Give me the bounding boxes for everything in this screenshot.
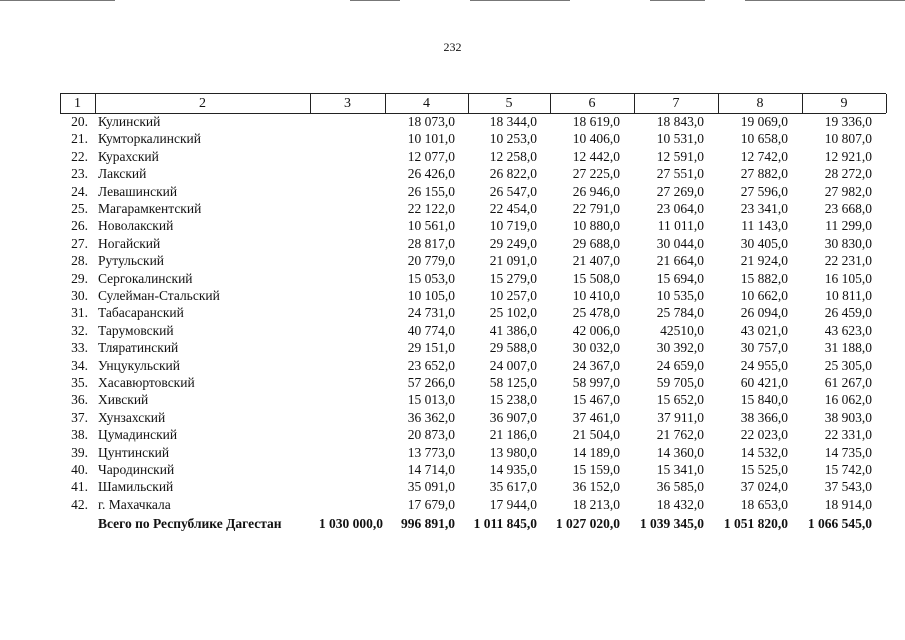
value-cell-col-8: 14 532,0 bbox=[740, 444, 788, 460]
scan-edge-line bbox=[650, 0, 705, 1]
value-cell-col-5: 22 454,0 bbox=[489, 201, 537, 216]
table-row bbox=[0, 287, 905, 304]
value-cell-col-9: 22 331,0 bbox=[824, 427, 872, 443]
row-number: 21. bbox=[71, 131, 88, 147]
district-name: Цунтинский bbox=[98, 444, 170, 460]
table-row bbox=[0, 113, 905, 130]
value-cell-col-6: 21 407,0 bbox=[572, 253, 620, 269]
table-row bbox=[0, 357, 905, 374]
value-cell-col-9: 37 543,0 bbox=[824, 479, 872, 495]
value-cell-col-8: 27 882,0 bbox=[740, 166, 788, 182]
value-cell-col-8: 1 051 820,0 bbox=[723, 516, 788, 532]
column-header-1: 1 bbox=[74, 96, 81, 111]
value-cell-col-8: 60 421,0 bbox=[740, 375, 788, 390]
value-cell-col-6: 24 367,0 bbox=[572, 357, 620, 373]
value-cell-col-7: 21 664,0 bbox=[656, 253, 704, 269]
value-cell-col-5: 10 257,0 bbox=[489, 288, 537, 303]
value-cell-col-9: 43 623,0 bbox=[824, 322, 872, 338]
value-cell-col-6: 58 997,0 bbox=[572, 375, 620, 390]
value-cell-col-9: 31 188,0 bbox=[824, 340, 872, 356]
value-cell-col-7: 15 694,0 bbox=[656, 270, 704, 286]
value-cell-col-4: 26 426,0 bbox=[407, 166, 455, 182]
scan-edge-line bbox=[470, 0, 570, 1]
table-row bbox=[0, 339, 905, 356]
row-number: 32. bbox=[71, 322, 88, 338]
value-cell-col-5: 17 944,0 bbox=[489, 496, 537, 512]
value-cell-col-6: 29 688,0 bbox=[572, 235, 620, 251]
value-cell-col-4: 10 561,0 bbox=[407, 218, 455, 234]
value-cell-col-7: 42510,0 bbox=[660, 322, 704, 338]
district-name: Сергокалинский bbox=[98, 270, 193, 286]
value-cell-col-4: 10 101,0 bbox=[407, 131, 455, 147]
value-cell-col-7: 18 432,0 bbox=[656, 496, 704, 512]
value-cell-col-5: 24 007,0 bbox=[489, 357, 537, 373]
district-name: Чародинский bbox=[98, 462, 175, 477]
value-cell-col-7: 18 843,0 bbox=[656, 114, 704, 129]
row-number: 35. bbox=[71, 375, 88, 390]
value-cell-col-5: 35 617,0 bbox=[489, 479, 537, 495]
row-number: 39. bbox=[71, 444, 88, 460]
value-cell-col-8: 11 143,0 bbox=[741, 218, 788, 234]
column-header-3: 3 bbox=[344, 96, 351, 111]
value-cell-col-8: 10 658,0 bbox=[740, 131, 788, 147]
row-number: 29. bbox=[71, 270, 88, 286]
value-cell-col-4: 40 774,0 bbox=[407, 322, 455, 338]
value-cell-col-8: 18 653,0 bbox=[740, 496, 788, 512]
table-row bbox=[0, 374, 905, 391]
value-cell-col-9: 61 267,0 bbox=[824, 375, 872, 390]
value-cell-col-7: 30 044,0 bbox=[656, 235, 704, 251]
value-cell-col-7: 25 784,0 bbox=[656, 305, 704, 321]
value-cell-col-4: 14 714,0 bbox=[407, 462, 455, 477]
value-cell-col-5: 25 102,0 bbox=[489, 305, 537, 321]
value-cell-col-6: 30 032,0 bbox=[572, 340, 620, 356]
value-cell-col-6: 1 027 020,0 bbox=[555, 516, 620, 532]
district-name: Магарамкентский bbox=[98, 201, 202, 216]
value-cell-col-9: 12 921,0 bbox=[824, 148, 872, 164]
value-cell-col-9: 11 299,0 bbox=[825, 218, 872, 234]
value-cell-col-8: 26 094,0 bbox=[740, 305, 788, 321]
table-row bbox=[0, 252, 905, 269]
value-cell-col-7: 24 659,0 bbox=[656, 357, 704, 373]
value-cell-col-7: 14 360,0 bbox=[656, 444, 704, 460]
column-header-2: 2 bbox=[199, 96, 206, 111]
value-cell-col-6: 18 213,0 bbox=[572, 496, 620, 512]
value-cell-col-7: 30 392,0 bbox=[656, 340, 704, 356]
value-cell-col-4: 10 105,0 bbox=[407, 288, 455, 303]
value-cell-col-5: 13 980,0 bbox=[489, 444, 537, 460]
value-cell-col-7: 1 039 345,0 bbox=[639, 516, 704, 532]
row-number: 42. bbox=[71, 496, 88, 512]
value-cell-col-8: 12 742,0 bbox=[740, 148, 788, 164]
value-cell-col-5: 41 386,0 bbox=[489, 322, 537, 338]
value-cell-col-9: 1 066 545,0 bbox=[807, 516, 872, 532]
value-cell-col-8: 15 525,0 bbox=[740, 462, 788, 477]
value-cell-col-4: 15 053,0 bbox=[407, 270, 455, 286]
table-row bbox=[0, 444, 905, 461]
district-name: Тляратинский bbox=[98, 340, 179, 356]
value-cell-col-7: 10 531,0 bbox=[656, 131, 704, 147]
value-cell-col-5: 29 588,0 bbox=[489, 340, 537, 356]
district-name: Хивский bbox=[98, 392, 149, 408]
value-cell-col-4: 15 013,0 bbox=[407, 392, 455, 408]
value-cell-col-8: 10 662,0 bbox=[740, 288, 788, 303]
value-cell-col-4: 18 073,0 bbox=[407, 114, 455, 129]
value-cell-col-5: 15 238,0 bbox=[489, 392, 537, 408]
value-cell-col-8: 23 341,0 bbox=[740, 201, 788, 216]
table-row bbox=[0, 409, 905, 426]
value-cell-col-9: 28 272,0 bbox=[824, 166, 872, 182]
value-cell-col-4: 13 773,0 bbox=[407, 444, 455, 460]
header-column-divider bbox=[886, 94, 887, 113]
district-name: Сулейман-Стальский bbox=[98, 288, 220, 303]
row-number: 31. bbox=[71, 305, 88, 321]
value-cell-col-8: 22 023,0 bbox=[740, 427, 788, 443]
value-cell-col-5: 26 547,0 bbox=[489, 183, 537, 199]
district-name: Ногайский bbox=[98, 235, 161, 251]
value-cell-col-9: 18 914,0 bbox=[824, 496, 872, 512]
value-cell-col-6: 25 478,0 bbox=[572, 305, 620, 321]
table-row bbox=[0, 391, 905, 408]
district-name: Тарумовский bbox=[98, 322, 174, 338]
total-row bbox=[0, 515, 905, 532]
row-number: 20. bbox=[71, 114, 88, 129]
value-cell-col-7: 15 652,0 bbox=[656, 392, 704, 408]
value-cell-col-9: 22 231,0 bbox=[824, 253, 872, 269]
row-number: 25. bbox=[71, 201, 88, 216]
table-row bbox=[0, 148, 905, 165]
table-row bbox=[0, 426, 905, 443]
row-number: 24. bbox=[71, 183, 88, 199]
scan-edge-line bbox=[0, 0, 115, 1]
table-row bbox=[0, 304, 905, 321]
value-cell-col-8: 43 021,0 bbox=[740, 322, 788, 338]
row-number: 23. bbox=[71, 166, 88, 182]
district-name: Шамильский bbox=[98, 479, 174, 495]
value-cell-col-5: 18 344,0 bbox=[489, 114, 537, 129]
value-cell-col-6: 15 467,0 bbox=[572, 392, 620, 408]
district-name: Кумторкалинский bbox=[98, 131, 201, 147]
value-cell-col-6: 27 225,0 bbox=[572, 166, 620, 182]
value-cell-col-9: 10 807,0 bbox=[824, 131, 872, 147]
scan-edge-line bbox=[745, 0, 905, 1]
value-cell-col-4: 28 817,0 bbox=[407, 235, 455, 251]
row-number: 34. bbox=[71, 357, 88, 373]
table-row bbox=[0, 322, 905, 339]
district-name: Цумадинский bbox=[98, 427, 178, 443]
value-cell-col-6: 37 461,0 bbox=[572, 409, 620, 425]
total-col-3: 1 030 000,0 bbox=[318, 516, 383, 532]
row-number: 26. bbox=[71, 218, 88, 234]
value-cell-col-5: 26 822,0 bbox=[489, 166, 537, 182]
scan-edge-line bbox=[350, 0, 400, 1]
row-number: 37. bbox=[71, 409, 88, 425]
value-cell-col-4: 29 151,0 bbox=[407, 340, 455, 356]
value-cell-col-7: 12 591,0 bbox=[656, 148, 704, 164]
value-cell-col-6: 42 006,0 bbox=[572, 322, 620, 338]
value-cell-col-6: 21 504,0 bbox=[572, 427, 620, 443]
value-cell-col-7: 11 011,0 bbox=[657, 218, 704, 234]
value-cell-col-7: 27 551,0 bbox=[656, 166, 704, 182]
value-cell-col-7: 10 535,0 bbox=[656, 288, 704, 303]
value-cell-col-8: 37 024,0 bbox=[740, 479, 788, 495]
value-cell-col-4: 57 266,0 bbox=[407, 375, 455, 390]
value-cell-col-8: 15 840,0 bbox=[740, 392, 788, 408]
column-header-6: 6 bbox=[588, 96, 596, 111]
value-cell-col-5: 36 907,0 bbox=[489, 409, 537, 425]
value-cell-col-7: 21 762,0 bbox=[656, 427, 704, 443]
district-name: Хасавюртовский bbox=[98, 375, 195, 390]
table-row bbox=[0, 200, 905, 217]
value-cell-col-7: 37 911,0 bbox=[657, 409, 704, 425]
value-cell-col-4: 23 652,0 bbox=[407, 357, 455, 373]
value-cell-col-8: 27 596,0 bbox=[740, 183, 788, 199]
value-cell-col-5: 15 279,0 bbox=[489, 270, 537, 286]
value-cell-col-5: 58 125,0 bbox=[489, 375, 537, 390]
value-cell-col-6: 12 442,0 bbox=[572, 148, 620, 164]
value-cell-col-7: 36 585,0 bbox=[656, 479, 704, 495]
table-row bbox=[0, 270, 905, 287]
value-cell-col-6: 26 946,0 bbox=[572, 183, 620, 199]
value-cell-col-9: 15 742,0 bbox=[824, 462, 872, 477]
value-cell-col-4: 24 731,0 bbox=[407, 305, 455, 321]
value-cell-col-8: 30 757,0 bbox=[740, 340, 788, 356]
value-cell-col-8: 24 955,0 bbox=[740, 357, 788, 373]
value-cell-col-4: 20 873,0 bbox=[407, 427, 455, 443]
value-cell-col-5: 29 249,0 bbox=[489, 235, 537, 251]
row-number: 36. bbox=[71, 392, 88, 408]
value-cell-col-5: 14 935,0 bbox=[489, 462, 537, 477]
column-header-7: 7 bbox=[672, 96, 680, 111]
total-label: Всего по Республике Дагестан bbox=[98, 516, 282, 532]
value-cell-col-5: 21 186,0 bbox=[489, 427, 537, 443]
value-cell-col-6: 10 410,0 bbox=[572, 288, 620, 303]
value-cell-col-9: 38 903,0 bbox=[824, 409, 872, 425]
value-cell-col-6: 15 508,0 bbox=[572, 270, 620, 286]
district-name: Рутульский bbox=[98, 253, 165, 269]
value-cell-col-6: 14 189,0 bbox=[572, 444, 620, 460]
value-cell-col-4: 22 122,0 bbox=[407, 201, 455, 216]
table-row bbox=[0, 165, 905, 182]
value-cell-col-9: 14 735,0 bbox=[824, 444, 872, 460]
table-row bbox=[0, 461, 905, 478]
district-name: Хунзахский bbox=[98, 409, 166, 425]
value-cell-col-9: 25 305,0 bbox=[824, 357, 872, 373]
table-row bbox=[0, 235, 905, 252]
district-name: Кулинский bbox=[98, 114, 161, 129]
value-cell-col-8: 30 405,0 bbox=[740, 235, 788, 251]
value-cell-col-5: 10 719,0 bbox=[489, 218, 537, 234]
district-name: Лакский bbox=[98, 166, 147, 182]
table-row bbox=[0, 217, 905, 234]
table-row bbox=[0, 478, 905, 495]
column-header-9: 9 bbox=[840, 96, 848, 111]
row-number: 40. bbox=[71, 462, 88, 477]
district-name: Новолакский bbox=[98, 218, 174, 234]
table-row bbox=[0, 496, 905, 513]
column-header-5: 5 bbox=[505, 96, 513, 111]
value-cell-col-4: 36 362,0 bbox=[407, 409, 455, 425]
row-number: 38. bbox=[71, 427, 88, 443]
value-cell-col-7: 59 705,0 bbox=[656, 375, 704, 390]
district-name: Курахский bbox=[98, 148, 159, 164]
value-cell-col-8: 38 366,0 bbox=[740, 409, 788, 425]
value-cell-col-9: 27 982,0 bbox=[824, 183, 872, 199]
district-name: г. Махачкала bbox=[98, 496, 171, 512]
value-cell-col-9: 19 336,0 bbox=[824, 114, 872, 129]
value-cell-col-8: 15 882,0 bbox=[740, 270, 788, 286]
page-number: 232 bbox=[443, 40, 462, 54]
value-cell-col-6: 36 152,0 bbox=[572, 479, 620, 495]
value-cell-col-6: 10 406,0 bbox=[572, 131, 620, 147]
value-cell-col-7: 27 269,0 bbox=[656, 183, 704, 199]
district-name: Левашинский bbox=[98, 183, 178, 199]
value-cell-col-9: 23 668,0 bbox=[824, 201, 872, 216]
value-cell-col-6: 10 880,0 bbox=[572, 218, 620, 234]
value-cell-col-9: 16 105,0 bbox=[824, 270, 872, 286]
value-cell-col-6: 22 791,0 bbox=[572, 201, 620, 216]
value-cell-col-5: 21 091,0 bbox=[489, 253, 537, 269]
value-cell-col-9: 10 811,0 bbox=[825, 288, 872, 303]
value-cell-col-4: 20 779,0 bbox=[407, 253, 455, 269]
value-cell-col-7: 15 341,0 bbox=[656, 462, 704, 477]
column-header-4: 4 bbox=[423, 96, 430, 111]
value-cell-col-5: 1 011 845,0 bbox=[473, 516, 537, 532]
row-number: 30. bbox=[71, 288, 88, 303]
value-cell-col-5: 10 253,0 bbox=[489, 131, 537, 147]
value-cell-col-4: 17 679,0 bbox=[407, 496, 455, 512]
row-number: 33. bbox=[71, 340, 88, 356]
value-cell-col-4: 35 091,0 bbox=[407, 479, 455, 495]
column-header-8: 8 bbox=[756, 96, 764, 111]
value-cell-col-8: 19 069,0 bbox=[740, 114, 788, 129]
district-name: Табасаранский bbox=[98, 305, 184, 321]
district-name: Унцукульский bbox=[98, 357, 180, 373]
row-number: 22. bbox=[71, 148, 88, 164]
table-row bbox=[0, 130, 905, 147]
value-cell-col-8: 21 924,0 bbox=[740, 253, 788, 269]
table-row bbox=[0, 183, 905, 200]
value-cell-col-4: 996 891,0 bbox=[401, 516, 455, 532]
value-cell-col-4: 26 155,0 bbox=[407, 183, 455, 199]
value-cell-col-9: 16 062,0 bbox=[824, 392, 872, 408]
row-number: 41. bbox=[71, 479, 88, 495]
value-cell-col-4: 12 077,0 bbox=[407, 148, 455, 164]
value-cell-col-6: 15 159,0 bbox=[572, 462, 620, 477]
row-number: 28. bbox=[71, 253, 88, 269]
value-cell-col-9: 26 459,0 bbox=[824, 305, 872, 321]
value-cell-col-9: 30 830,0 bbox=[824, 235, 872, 251]
value-cell-col-6: 18 619,0 bbox=[572, 114, 620, 129]
row-number: 27. bbox=[71, 235, 88, 251]
value-cell-col-7: 23 064,0 bbox=[656, 201, 704, 216]
value-cell-col-5: 12 258,0 bbox=[489, 148, 537, 164]
